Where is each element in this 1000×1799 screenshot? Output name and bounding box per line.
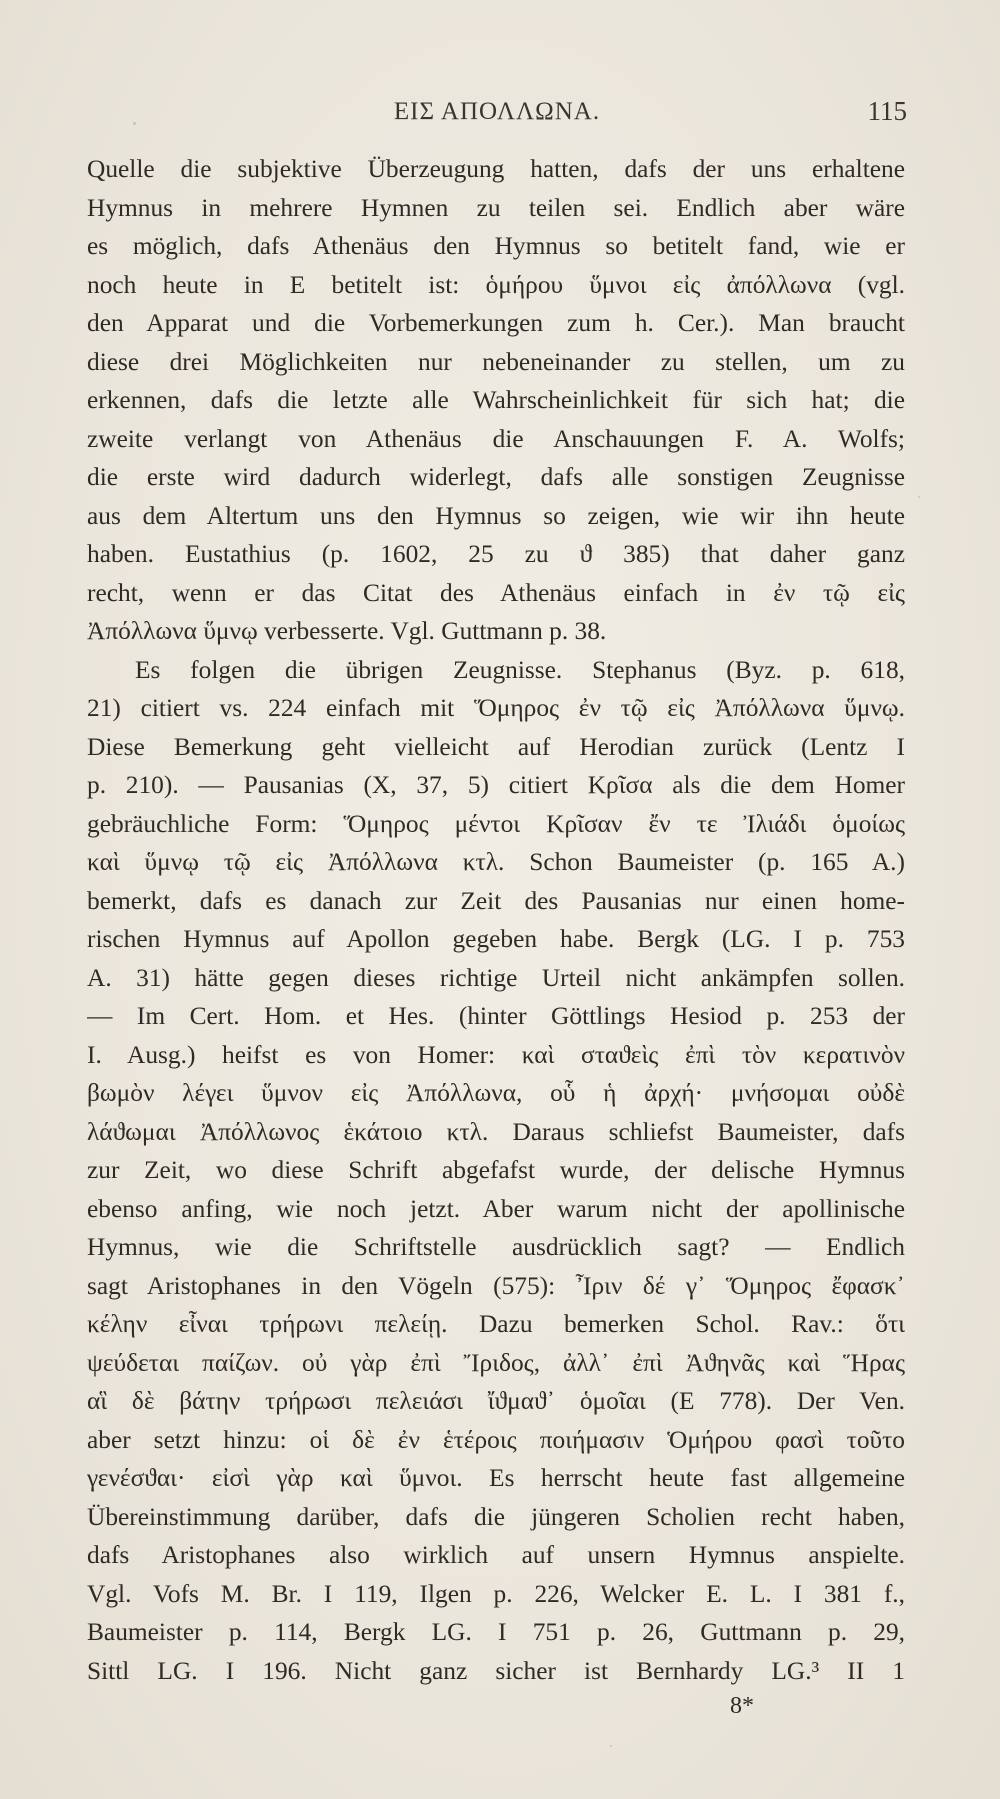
page-number: 115: [867, 96, 907, 126]
text-line: recht, wenn er das Citat des Athenäus einfach in ἐν τῷ εἰς: [87, 578, 905, 607]
text-line: gebräuchliche Form: Ὅμηρος μέντοι Κρῖσαν ἔν τε Ἰλιάδι ὁμοίως: [87, 809, 905, 838]
text-line: Quelle die subjektive Überzeugung hatten, dafs der uns erhaltene: [87, 155, 905, 183]
running-head: ΕΙΣ ΑΠΟΛΛΩΝΑ.: [393, 98, 601, 125]
paper-speck: [133, 122, 136, 125]
text-line: αἳ δὲ βάτην τρήρωσι πελειάσι ἴϑμαϑ᾽ ὁμοῖαι (E 778). Der Ven.: [87, 1387, 905, 1415]
text-line: rischen Hymnus auf Apollon gegeben habe. Bergk (LG. I p. 753: [87, 925, 905, 953]
text-line: bemerkt, dafs es danach zur Zeit des Pausanias nur einen home-: [87, 886, 905, 915]
text-line: Vgl. Vofs M. Br. I 119, Ilgen p. 226, Welcker E. L. I 381 f.,: [87, 1579, 905, 1608]
text-line: aus dem Altertum uns den Hymnus so zeigen, wie wir ihn heute: [87, 501, 905, 530]
text-line: κέλην εἶναι τρήρωνι πελείῃ. Dazu bemerken Schol. Rav.: ὅτι: [87, 1310, 905, 1338]
text-line: Ἀπόλλωνα ὕμνῳ verbesserte. Vgl. Guttmann p. 38.: [87, 617, 607, 645]
text-line: Baumeister p. 114, Bergk LG. I 751 p. 26, Guttmann p. 29,: [87, 1618, 905, 1646]
text-line: Hymnus, wie die Schriftstelle ausdrücklich sagt? — Endlich: [87, 1233, 905, 1261]
text-line: sagt Aristophanes in den Vögeln (575): Ἶριν δέ γ᾽ Ὅμηρος ἔφασκ᾽: [87, 1271, 905, 1300]
text-line: erkennen, dafs die letzte alle Wahrscheinlichkeit für sich hat; die: [87, 386, 905, 414]
text-line: aber setzt hinzu: οἱ δὲ ἐν ἑτέροις ποιήμασιν Ὁμήρου φασὶ τοῦτο: [87, 1425, 905, 1454]
text-line: Übereinstimmung darüber, dafs die jüngeren Scholien recht haben,: [87, 1502, 905, 1531]
text-line: p. 210). — Pausanias (X, 37, 5) citiert Κρῖσα als die dem Homer: [87, 771, 905, 799]
text-line: 21) citiert vs. 224 einfach mit Ὅμηρος ἐν τῷ εἰς Ἀπόλλωνα ὕμνῳ.: [87, 694, 905, 722]
text-line: — Im Cert. Hom. et Hes. (hinter Göttlings Hesiod p. 253 der: [87, 1002, 905, 1030]
text-line: die erste wird dadurch widerlegt, dafs alle sonstigen Zeugnisse: [87, 463, 905, 491]
paper-speck: [918, 496, 920, 498]
text-line: A. 31) hätte gegen dieses richtige Urteil nicht ankämpfen sollen.: [87, 963, 905, 992]
text-line: I. Ausg.) heifst es von Homer: καὶ σταϑεὶς ἐπὶ τὸν κερατινὸν: [87, 1040, 905, 1069]
paper-speck: [610, 1745, 612, 1747]
text-line: dafs Aristophanes also wirklich auf unsern Hymnus anspielte.: [87, 1541, 905, 1569]
text-line: den Apparat und die Vorbemerkungen zum h. Cer.). Man braucht: [87, 309, 905, 337]
text-line: haben. Eustathius (p. 1602, 25 zu ϑ 385) that daher ganz: [87, 540, 905, 568]
signature-mark: 8*: [730, 1693, 754, 1719]
text-line: λάϑωμαι Ἀπόλλωνος ἑκάτοιο κτλ. Daraus schliefst Baumeister, dafs: [87, 1117, 905, 1146]
text-line: zweite verlangt von Athenäus die Anschauungen F. A. Wolfs;: [87, 424, 905, 453]
text-line: βωμὸν λέγει ὕμνον εἰς Ἀπόλλωνα, οὗ ἡ ἀρχή· μνήσομαι οὐδὲ: [87, 1079, 905, 1107]
text-line: Diese Bemerkung geht vielleicht auf Herodian zurück (Lentz I: [87, 732, 905, 761]
text-line: es möglich, dafs Athenäus den Hymnus so betitelt fand, wie er: [87, 232, 905, 260]
body-text: [87, 150, 905, 1690]
text-line: noch heute in E betitelt ist: ὁμήρου ὕμνοι εἰς ἀπόλλωνα (vgl.: [87, 270, 905, 299]
paragraph-start-line: Es folgen die übrigen Zeugnisse. Stephanus (Byz. p. 618,: [135, 655, 905, 684]
text-line: zur Zeit, wo diese Schrift abgefafst wurde, der delische Hymnus: [87, 1156, 905, 1184]
text-line: ebenso anfing, wie noch jetzt. Aber warum nicht der apollinische: [87, 1194, 905, 1223]
text-line: diese drei Möglichkeiten nur nebeneinander zu stellen, um zu: [87, 347, 905, 376]
text-line: καὶ ὕμνῳ τῷ εἰς Ἀπόλλωνα κτλ. Schon Baumeister (p. 165 A.): [87, 848, 905, 876]
page-header: [87, 98, 907, 138]
text-line: ψεύδεται παίζων. οὐ γὰρ ἐπὶ Ἴριδος, ἀλλ᾽ ἐπὶ Ἀϑηνᾶς καὶ Ἥρας: [87, 1348, 905, 1377]
text-line: Hymnus in mehrere Hymnen zu teilen sei. Endlich aber wäre: [87, 193, 905, 222]
text-line: Sittl LG. I 196. Nicht ganz sicher ist Bernhardy LG.³ II 1: [87, 1656, 905, 1685]
text-line: γενέσϑαι· εἰσὶ γὰρ καὶ ὕμνοι. Es herrscht heute fast allgemeine: [87, 1464, 905, 1492]
